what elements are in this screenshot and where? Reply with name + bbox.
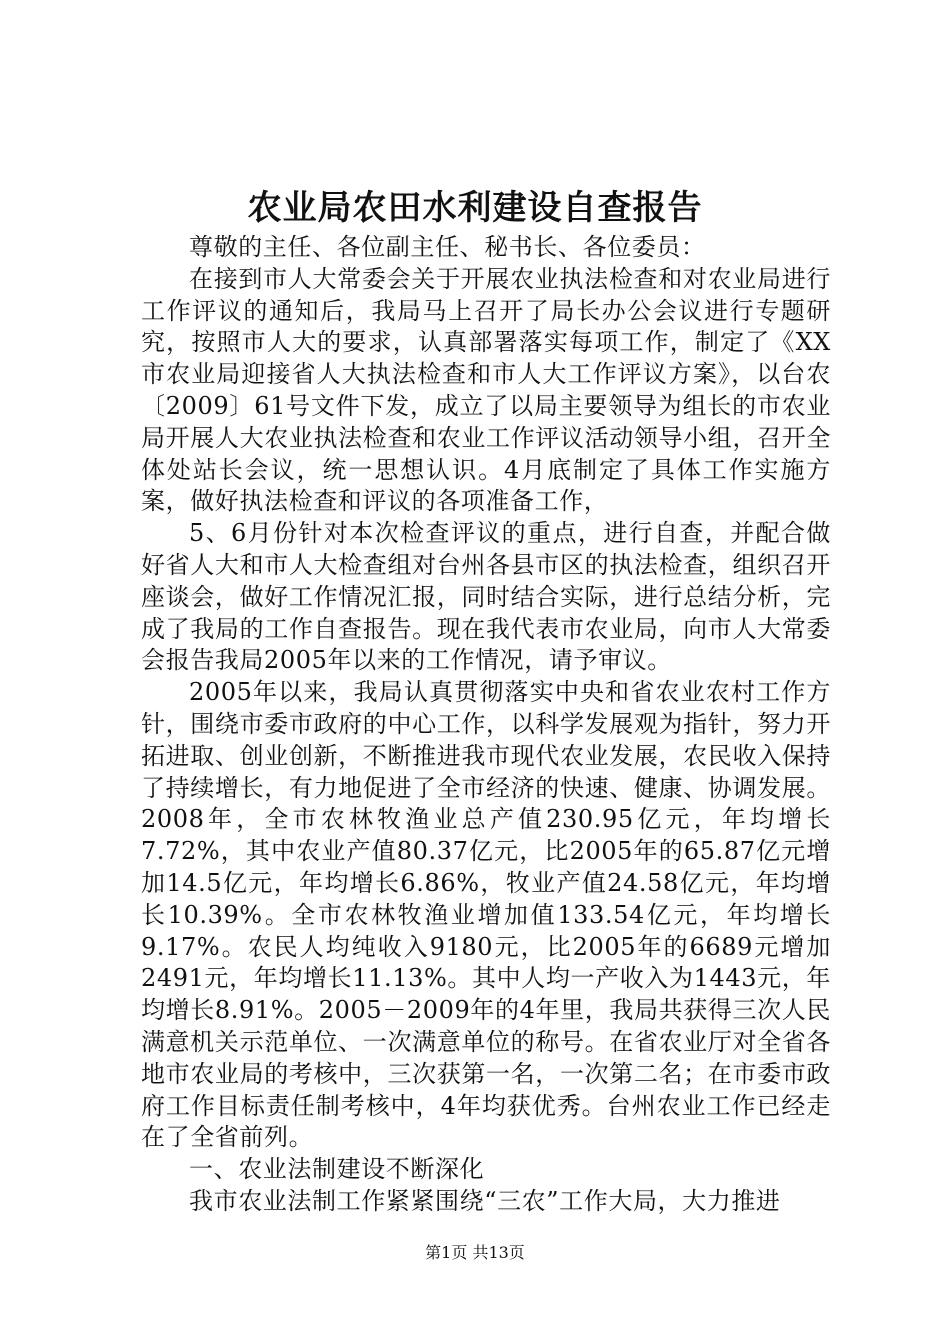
body-paragraph: 2005年以来，我局认真贯彻落实中央和省农业农村工作方针，围绕市委市政府的中心工作，以科学发展观为指针，努力开拓进取、创业创新，不断推进我市现代农业发展，农民收入保持了持续增长，有力地促进了全市经济的快速、健康、协调发展。2008年，全市农林牧渔业总产值230.95亿元，年均增长7.72%，其中农业产值80.37亿元，比2005年的65.87亿元增加14.5亿元，年均增长6.86%，牧业产值24.58亿元，年均增长10.39%。全市农林牧渔业增加值133.54亿元，年均增长9.17%。农民人均纯收入9180元，比2005年的6689元增加2491元，年均增长11.13%。其中人均一产收入为1443元，年均增长8.91%。2005－2009年的4年里，我局共获得三次人民满意机关示范单位、一次满意单位的称号。在省农业厅对全省各地市农业局的考核中，三次获第一名，一次第二名；在市委市政府工作目标责任制考核中，4年均获优秀。台州农业工作已经走在了全省前列。 [141, 678, 831, 1152]
document-body [141, 232, 831, 1218]
body-paragraph: 我市农业法制工作紧紧围绕“三农”工作大局，大力推进 [189, 1186, 781, 1215]
document-title: 农业局农田水利建设自查报告 [247, 188, 703, 228]
body-paragraph: 5、6月份针对本次检查评议的重点，进行自查，并配合做好省人大和市人大检查组对台州各县市区的执法检查，组织召开座谈会，做好工作情况汇报，同时结合实际，进行总结分析，完成了我局的工作自查报告。现在我代表市农业局，向市人大常委会报告我局2005年以来的工作情况，请予审议。 [141, 519, 831, 675]
section-heading: 一、农业法制建设不断深化 [189, 1155, 485, 1184]
body-paragraph: 在接到市人大常委会关于开展农业执法检查和对农业局进行工作评议的通知后，我局马上召开了局长办公会议进行专题研究，按照市人大的要求，认真部署落实每项工作，制定了《XX市农业局迎接省人大执法检查和市人大工作评议方案》，以台农〔2009〕61号文件下发，成立了以局主要领导为组长的市农业局开展人大农业执法检查和农业工作评议活动领导小组，召开全体处站长会议，统一思想认识。4月底制定了具体工作实施方案，做好执法检查和评议的各项准备工作， [141, 264, 831, 516]
page-number-footer: 第1页 共13页 [425, 1243, 525, 1262]
salutation-paragraph: 尊敬的主任、各位副主任、秘书长、各位委员： [189, 233, 706, 261]
